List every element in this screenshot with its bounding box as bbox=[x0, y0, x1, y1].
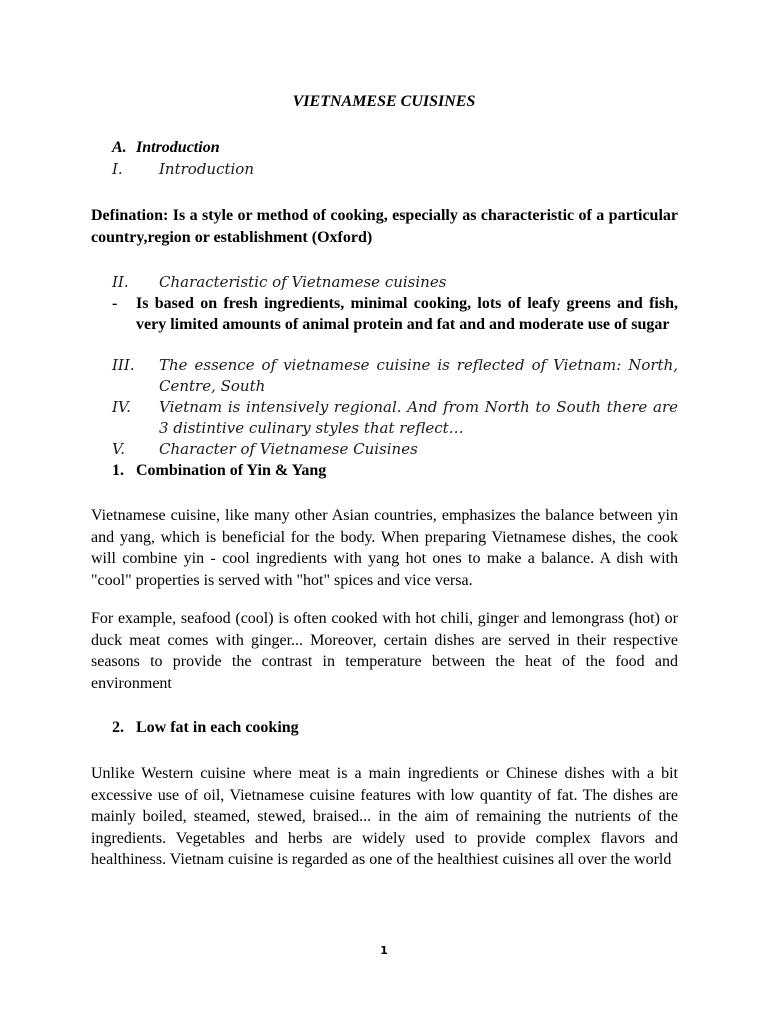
page-number: 1 bbox=[380, 944, 388, 957]
definition-paragraph: Defination: Is a style or method of cooking, especially as characteristic of a particular country,region or establishment (Oxford) bbox=[91, 207, 678, 246]
roman-item-2 bbox=[112, 272, 678, 293]
roman-numeral: V. bbox=[112, 440, 125, 458]
roman-item-5 bbox=[112, 439, 678, 460]
roman-item-4 bbox=[112, 397, 678, 439]
low-fat-paragraph: Unlike Western cuisine where meat is a main ingredients or Chinese dishes with a bit excessive use of oil, Vietnamese cuisine features with low quantity of fat. The dishes are mainly boiled, steamed, stewed, braised... in the aim of remaining the nutrients of the ingredients. Vegetables and herbs are widely used to provide complex flavors and healthiness. Vietnam cuisine is regarded as one of the healthiest cuisines all over the world bbox=[91, 765, 678, 868]
point-heading-text: Combination of Yin & Yang bbox=[136, 462, 327, 479]
yin-yang-paragraph-2: For example, seafood (cool) is often cooked with hot chili, ginger and lemongrass (hot) or duck meat comes with ginger... Moreover, certain dishes are served in their respective seasons to provide the contrast in temperature between the heat of the food and environment bbox=[91, 610, 678, 692]
roman-numeral: III. bbox=[112, 356, 135, 374]
bullet-item bbox=[112, 293, 678, 335]
yin-yang-paragraph-1: Vietnamese cuisine, like many other Asian countries, emphasizes the balance between yin and yang, which is beneficial for the body. When preparing Vietnamese dishes, the cook will combine yin - cool ingredients with yang hot ones to make a balance. A dish with "cool" properties is served with "hot" spices and vice versa. bbox=[91, 507, 678, 589]
roman-item-1 bbox=[112, 159, 678, 180]
roman-item-3 bbox=[112, 355, 678, 397]
section-a-heading bbox=[112, 139, 220, 157]
roman-item-text: Vietnam is intensively regional. And from North to South there are 3 distintive culinary styles that reflect… bbox=[159, 398, 678, 437]
point-number: 1. bbox=[112, 462, 124, 479]
point-number: 2. bbox=[112, 719, 124, 736]
roman-numeral: I. bbox=[112, 160, 123, 178]
roman-item-text: Characteristic of Vietnamese cuisines bbox=[159, 273, 447, 291]
roman-item-text: Character of Vietnamese Cuisines bbox=[159, 440, 418, 458]
bullet-text: Is based on fresh ingredients, minimal cooking, lots of leafy greens and fish, very limited amounts of animal protein and fat and and moderate use of sugar bbox=[136, 295, 678, 333]
document-title: VIETNAMESE CUISINES bbox=[292, 93, 476, 110]
roman-numeral: IV. bbox=[112, 398, 131, 416]
point-heading-2 bbox=[112, 717, 299, 738]
section-label: Introduction bbox=[136, 139, 220, 156]
section-marker: A. bbox=[112, 139, 127, 156]
roman-numeral: II. bbox=[112, 273, 129, 291]
point-heading-text: Low fat in each cooking bbox=[136, 719, 299, 736]
point-heading-1 bbox=[112, 460, 326, 481]
roman-item-text: Introduction bbox=[159, 160, 254, 178]
bullet-marker: - bbox=[112, 295, 118, 312]
roman-item-text: The essence of vietnamese cuisine is reflected of Vietnam: North, Centre, South bbox=[159, 356, 678, 395]
